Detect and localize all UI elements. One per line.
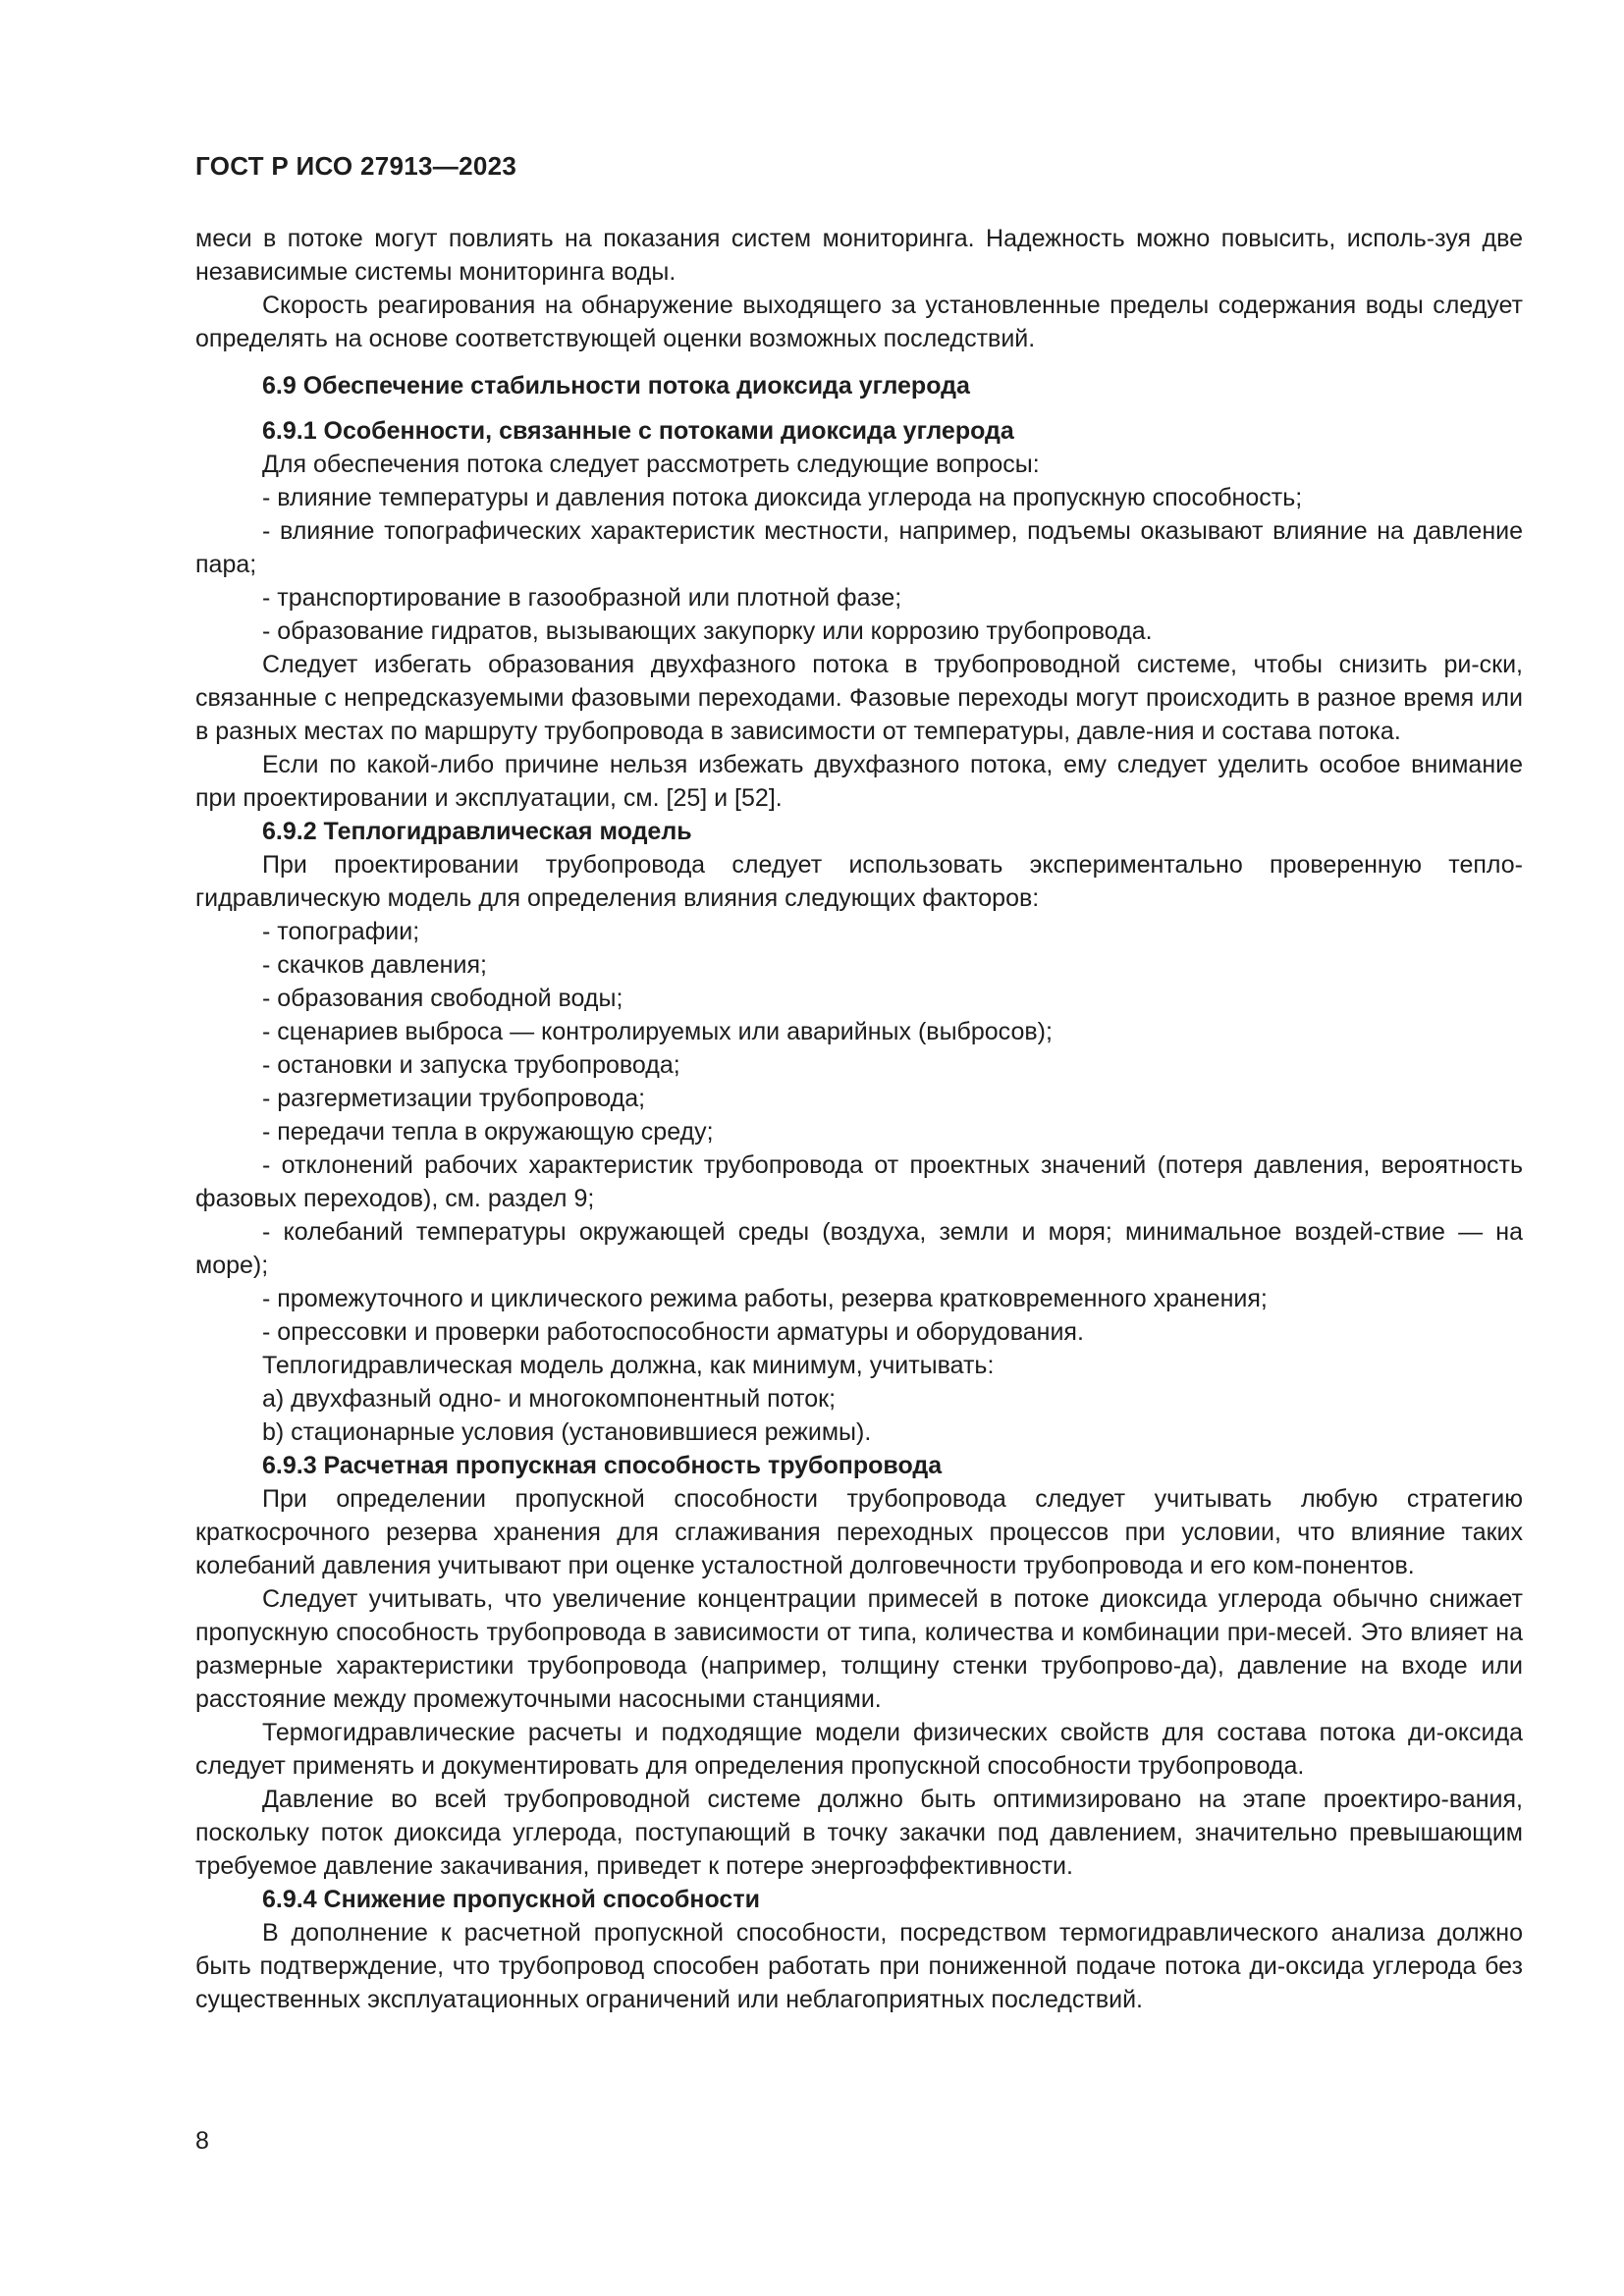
section-heading-6-9-4: 6.9.4 Снижение пропускной способности bbox=[262, 1886, 760, 1913]
section-heading-6-9: 6.9 Обеспечение стабильности потока диоксида углерода bbox=[262, 372, 970, 400]
paragraph: Для обеспечения потока следует рассмотреть следующие вопросы: bbox=[262, 451, 1040, 478]
list-item: - разгерметизации трубопровода; bbox=[262, 1085, 646, 1112]
section-heading-6-9-1: 6.9.1 Особенности, связанные с потоками диоксида углерода bbox=[262, 417, 1014, 445]
list-item: - опрессовки и проверки работоспособности арматуры и оборудования. bbox=[262, 1318, 1084, 1346]
list-item: - сценариев выброса — контролируемых или аварийных (выбросов); bbox=[262, 1018, 1053, 1045]
paragraph: Давление во всей трубопроводной системе должно быть оптимизировано на этапе проектиро-вания, поскольку поток диоксида углерода, поступающий в точку закачки под давлением, значительно превышающим требуемое давление закачивания, приведет к потере энергоэффективности. bbox=[195, 1786, 1523, 1880]
page-number: 8 bbox=[195, 2127, 209, 2155]
list-item: - передачи тепла в окружающую среду; bbox=[262, 1118, 714, 1146]
list-item: - образование гидратов, вызывающих закупорку или коррозию трубопровода. bbox=[262, 617, 1153, 645]
list-item: - колебаний температуры окружающей среды (воздуха, земли и моря; минимальное воздей-ствие — на море); bbox=[195, 1218, 1523, 1279]
paragraph: Следует учитывать, что увеличение концентрации примесей в потоке диоксида углерода обычно снижает пропускную способность трубопровода в зависимости от типа, количества и комбинации при-месей. Это влияет на размерные характеристики трубопровода (например, толщину стенки трубопрово-да), давление на входе или расстояние между промежуточными насосными станциями. bbox=[195, 1585, 1523, 1713]
paragraph: Следует избегать образования двухфазного потока в трубопроводной системе, чтобы снизить ри-ски, связанные с непредсказуемыми фазовыми переходами. Фазовые переходы могут происходить в разное время или в разных местах по маршруту трубопровода в зависимости от температуры, давле-ния и состава потока. bbox=[195, 651, 1523, 745]
list-item: a) двухфазный одно- и многокомпонентный поток; bbox=[262, 1385, 837, 1413]
paragraph: При проектировании трубопровода следует использовать экспериментально проверенную тепло-гидравлическую модель для определения влияния следующих факторов: bbox=[195, 851, 1523, 912]
list-item: - топографии; bbox=[262, 918, 420, 945]
list-item: - отклонений рабочих характеристик трубопровода от проектных значений (потеря давления, вероятность фазовых переходов), см. раздел 9; bbox=[195, 1151, 1523, 1212]
document-header: ГОСТ Р ИСО 27913—2023 bbox=[195, 151, 517, 181]
paragraph: Теплогидравлическая модель должна, как минимум, учитывать: bbox=[262, 1352, 995, 1379]
list-item: - влияние температуры и давления потока диоксида углерода на пропускную способность; bbox=[262, 484, 1303, 511]
list-item: - промежуточного и циклического режима работы, резерва кратковременного хранения; bbox=[262, 1285, 1268, 1312]
paragraph: меси в потоке могут повлиять на показания систем мониторинга. Надежность можно повысить, исполь-зуя две независимые системы мониторинга воды. bbox=[195, 225, 1523, 286]
paragraph: Скорость реагирования на обнаружение выходящего за установленные пределы содержания воды следует определять на основе соответствующей оценки возможных последствий. bbox=[195, 292, 1523, 352]
paragraph: При определении пропускной способности трубопровода следует учитывать любую стратегию краткосрочного резерва хранения для сглаживания переходных процессов при условии, что влияние таких колебаний давления учитывают при оценке усталостной долговечности трубопровода и его ком-понентов. bbox=[195, 1485, 1523, 1579]
section-heading-6-9-3: 6.9.3 Расчетная пропускная способность трубопровода bbox=[262, 1452, 943, 1479]
paragraph: В дополнение к расчетной пропускной способности, посредством термогидравлического анализа должно быть подтверждение, что трубопровод способен работать при пониженной подаче потока ди-оксида углерода без существенных эксплуатационных ограничений или неблагоприятных последствий. bbox=[195, 1919, 1523, 2013]
list-item: - остановки и запуска трубопровода; bbox=[262, 1051, 680, 1079]
page-body bbox=[195, 222, 1523, 2016]
paragraph: Термогидравлические расчеты и подходящие модели физических свойств для состава потока ди-оксида следует применять и документировать для определения пропускной способности трубопровода. bbox=[195, 1719, 1523, 1780]
list-item: - влияние топографических характеристик местности, например, подъемы оказывают влияние на давление пара; bbox=[195, 517, 1523, 578]
list-item: b) стационарные условия (установившиеся режимы). bbox=[262, 1418, 872, 1446]
list-item: - скачков давления; bbox=[262, 951, 487, 979]
section-heading-6-9-2: 6.9.2 Теплогидравлическая модель bbox=[262, 818, 692, 845]
list-item: - транспортирование в газообразной или плотной фазе; bbox=[262, 584, 902, 612]
paragraph: Если по какой-либо причине нельзя избежать двухфазного потока, ему следует уделить особое внимание при проектировании и эксплуатации, см. [25] и [52]. bbox=[195, 751, 1523, 812]
list-item: - образования свободной воды; bbox=[262, 985, 623, 1012]
